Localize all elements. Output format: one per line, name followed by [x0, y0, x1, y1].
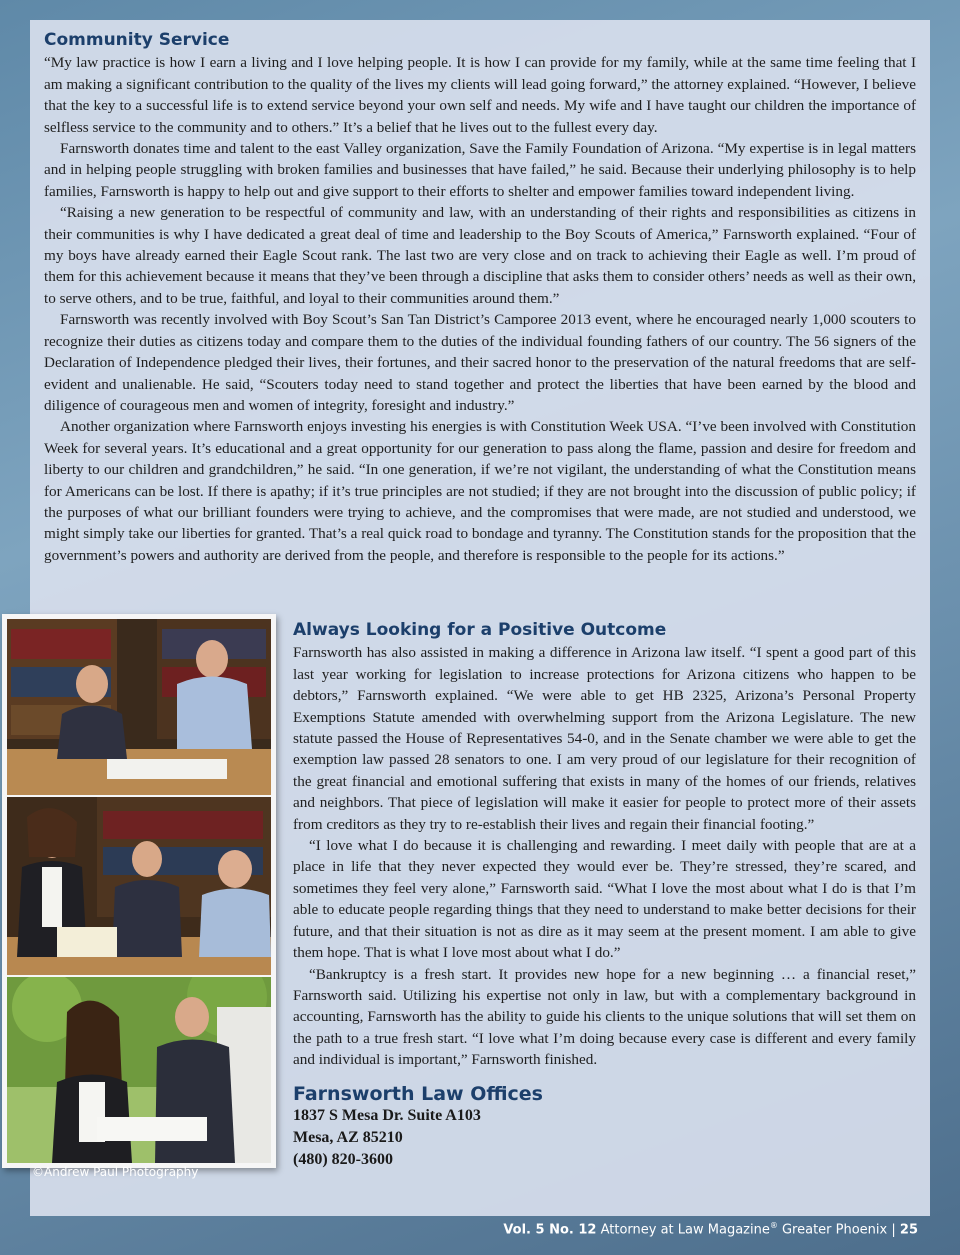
community-service-heading: Community Service	[44, 30, 230, 50]
footer-magazine: Attorney at Law Magazine	[600, 1222, 770, 1238]
outcome-heading: Always Looking for a Positive Outcome	[293, 620, 667, 640]
outcome-paragraph-3: “Bankruptcy is a fresh start. It provides new hope for a new beginning … a financial reset,” Farnsworth said. Utilizing his expertise not only in law, but with a complementary background in accounting, Farnsworth has the ability to guide his clients to the unique solutions that will set them on the path to a true fresh start. “I love what I’m doing because every case is different and every family and individual is important,” Farnsworth finished.	[293, 965, 916, 1069]
photo-team-meeting	[7, 797, 271, 975]
footer-page-number: 25	[899, 1222, 918, 1238]
office-address-line-1: 1837 S Mesa Dr. Suite A103	[293, 1107, 481, 1124]
photo-collage	[2, 614, 276, 1168]
outcome-paragraph-1: Farnsworth has also assisted in making a difference in Arizona law itself. “I spent a good part of this last year working for legislation to increase protections for Arizona citizens who happen to be debtors,” Farnsworth explained. “We were able to get HB 2325, Arizona’s Personal Property Exemptions Statute amended with overwhelming support from the Arizona Legislature. The new statute passed the House of Representatives 54-0, and in the Senate chamber we were able to get the exemption law passed 28 senators to one. I am very proud of our legislature for their recognition of the great financial and emotional suffering that exists in many of the homes of our friends, relatives and neighbors. That piece of legislation will make it easier for people to protect more of their assets from creditors as they try to re-establish their lives and regain their financial footing.”	[293, 644, 916, 833]
office-contact-block	[293, 1083, 693, 1171]
footer-registered-mark: ®	[769, 1221, 778, 1230]
community-paragraph-2: Farnsworth donates time and talent to the east Valley organization, Save the Family Foundation of Arizona. “My expertise is in legal matters and in helping people struggling with broken families and businesses that have failed,” he said. Because their underlying philosophy is to help families, Farnsworth is happy to help out and give support to their efforts to shelter and empower families toward independent living.	[44, 140, 916, 200]
community-paragraph-5: Another organization where Farnsworth enjoys investing his energies is with Constitution Week USA. “I’ve been involved with Constitution Week for several years. It’s educational and a great opportunity for our generation to pass along the flame, passion and desire for freedom and liberty to our children and grandchildren,” he said. “In one generation, if we’re not vigilant, the understanding of what the Constitution means for Americans can be lost. If there is apathy; if it’s true principles are not studied; if they are not brought into the discussion of public policy; if the purposes of what our brilliant founders were trying to achieve, and the compromises that were made, are not studied and understood, we might simply take our liberties for granted. That’s a real quick road to bondage and tyranny. The Constitution stands for the proposition that the government’s powers and authority are derived from the people, and therefore is responsible to the people for its actions.”	[44, 418, 916, 564]
office-name: Farnsworth Law Offices	[293, 1083, 543, 1105]
footer-edition: Greater Phoenix	[781, 1222, 888, 1238]
community-paragraph-3: “Raising a new generation to be respectful of community and law, with an understanding of their rights and responsibilities as citizens in their communities is why I have dedicated a great deal of time and leadership to the Boy Scouts of America,” Farnsworth explained. “Four of my boys have already earned their Eagle Scout rank. The last two are very close and on track to achieving their Eagle as well. I’m proud of them for this achievement because it means that they’ve been through a discipline that asks them to consider others’ needs as well as their own, to serve others, and to be true, faithful, and loyal to their communities around them.”	[44, 204, 916, 307]
office-address-line-2: Mesa, AZ 85210	[293, 1129, 403, 1146]
community-paragraph-1: “My law practice is how I earn a living and I love helping people. It is how I can provide for my family, while at the same time feeling that I am making a significant contribution to the quality of the lives my clients will lead going forward,” the attorney explained. “However, I believe that the key to a successful life is to extend service beyond your own self and needs. My wife and I have taught our children the importance of selfless service to the community and to others.” It’s a belief that he lives out to the fullest every day.	[44, 54, 916, 136]
footer-separator: |	[891, 1222, 896, 1238]
footer-volume: Vol. 5 No. 12	[503, 1222, 597, 1238]
office-phone: (480) 820-3600	[293, 1151, 393, 1168]
page-footer	[503, 1221, 918, 1237]
outcome-paragraph-2: “I love what I do because it is challenging and rewarding. I meet daily with people that are at a place in life that they never expected they would ever be. They’re stressed, they’re scared, and sometimes they feel very alone,” Farnsworth said. “What I love the most about what I do is that I’m able to educate people regarding things that they need to understand to make better decisions for their future, and that their situation is not as dire as it may seem at the present moment. I am able to give them hope. That is what I love most about what I do.”	[293, 837, 916, 962]
community-service-section	[44, 30, 916, 566]
photo-office-signing	[7, 619, 271, 795]
photo-credit: ©Andrew Paul Photography	[32, 1165, 199, 1179]
photo-outdoor-review	[7, 977, 271, 1163]
community-paragraph-4: Farnsworth was recently involved with Boy Scout’s San Tan District’s Camporee 2013 event, where he encouraged nearly 1,000 scouters to recognize their duties as citizens today and compare them to the duties of the individual founding fathers of our country. The 56 signers of the Declaration of Independence pledged their lives, their fortunes, and their sacred honor to the preservation of the natural freedoms that are self-evident and unalienable. He said, “Scouters today need to stand together and protect the liberties that have been earned by the blood and diligence of courageous men and women of integrity, foresight and industry.”	[44, 311, 916, 414]
outcome-section	[293, 620, 916, 1071]
